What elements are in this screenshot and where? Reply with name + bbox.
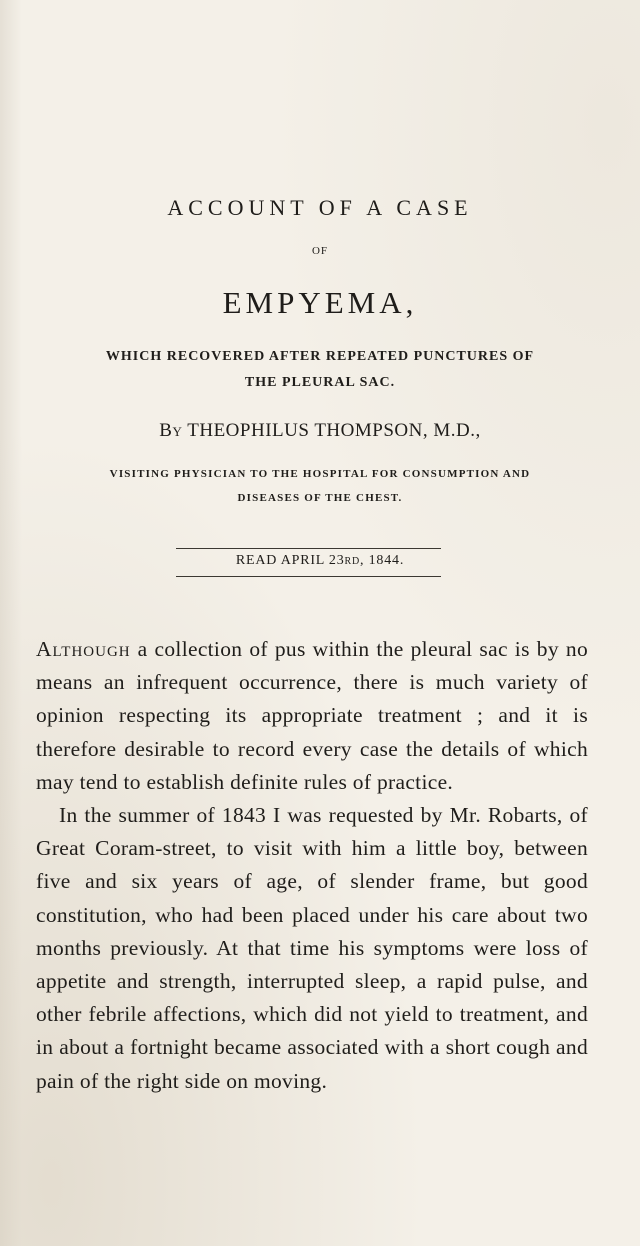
paragraph-1 [36,633,588,799]
by-word: By [159,420,183,441]
read-date [0,553,640,569]
subtitle-line-1: WHICH RECOVERED AFTER REPEATED PUNCTURES OF [105,349,535,364]
read-date-prefix: READ APRIL 23 [235,553,345,568]
title-main: EMPYEMA, [222,285,418,320]
read-date-ordinal: rd [344,553,361,568]
author-position-line-1: VISITING PHYSICIAN TO THE HOSPITAL FOR CONSUMPTION AND [109,468,531,480]
author-position [0,462,640,510]
divider-bottom [176,576,441,577]
author-position-line-2: DISEASES OF THE CHEST. [237,492,403,504]
divider-top [176,548,441,549]
paragraph-1-rest: a collection of pus within the pleural sac is by no means an infrequent occurrence, there is much variety of opinion respecting its appropriate treatment ; and it is therefore desirable to record every case the details of which may tend to establish definite rules of practice. [36,637,588,794]
title-of: OF [311,245,329,257]
title-line-1: ACCOUNT OF A CASE [167,195,473,220]
author-byline [0,420,640,442]
read-date-suffix: , 1844. [360,553,405,568]
author-name: THEOPHILUS THOMPSON, M.D., [187,420,481,441]
paragraph-1-lead: Although [36,637,131,661]
subtitle-line-2: THE PLEURAL SAC. [244,375,396,390]
paragraph-2: In the summer of 1843 I was requested by Mr. Robarts, of Great Coram-street, to visit with him a little boy, between five and six years of age, of slender frame, but good constitution, who had been placed under his care about two months previously. At that time his symptoms were loss of appetite and strength, interrupted sleep, a rapid pulse, and other febrile affections, which did not yield to treatment, and in about a fortnight became associated with a short cough and pain of the right side on moving. [36,803,588,1093]
body-text [36,633,588,1098]
subtitle [0,344,640,396]
